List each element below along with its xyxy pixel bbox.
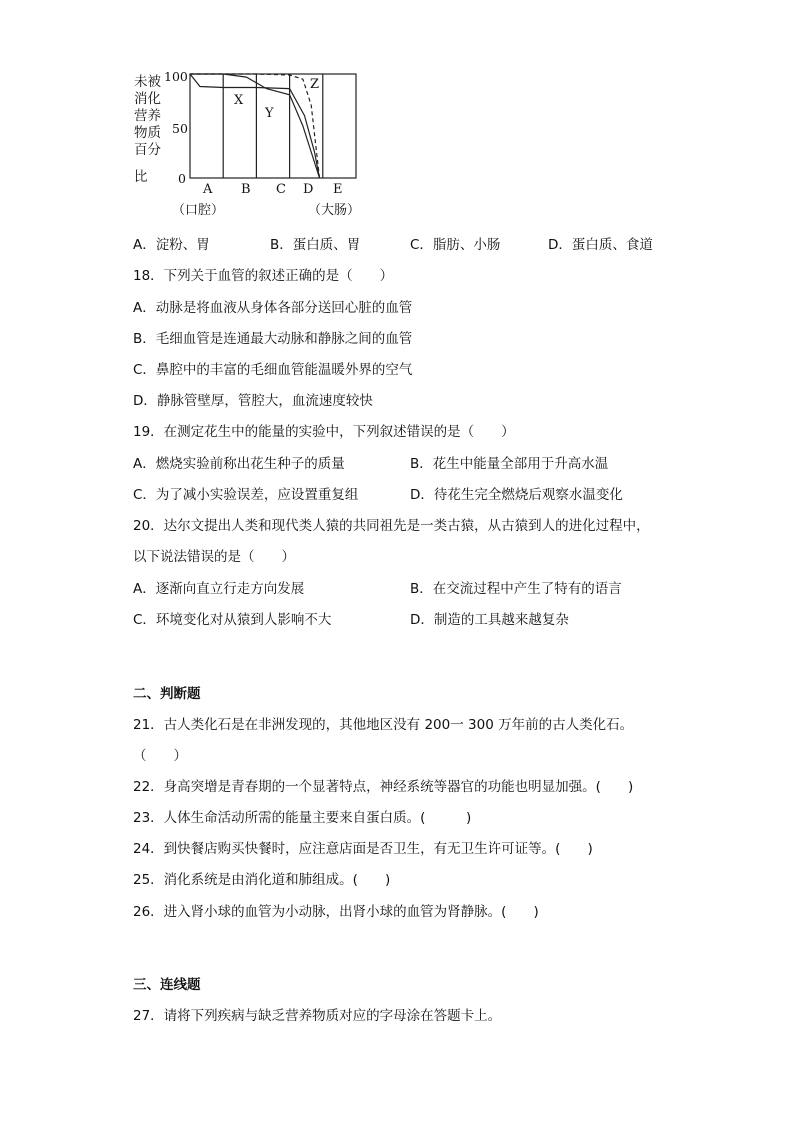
x-category-label: A: [203, 182, 213, 197]
q24: 24．到快餐店购买快餐时，应注意店面是否卫生，有无卫生许可证等。( ): [133, 841, 593, 857]
q19-option-b: B．花生中能量全部用于升高水温: [410, 456, 609, 472]
y-tick-50: 50: [172, 121, 188, 136]
digestion-chart: [130, 68, 370, 220]
q17-option-b: B．蛋白质、胃: [270, 237, 361, 253]
y-tick-100: 100: [164, 69, 188, 84]
q23: 23．人体生命活动所需的能量主要来自蛋白质。( ): [133, 810, 472, 826]
x-category-label: B: [241, 182, 251, 197]
y-axis-label-line: 物质: [134, 125, 161, 141]
q19-stem: 19．在测定花生中的能量的实验中，下列叙述错误的是（ ）: [133, 424, 515, 440]
x-category-label: D: [303, 182, 314, 197]
y-axis-label-line: 营养: [134, 108, 161, 124]
q21-line1: 21．古人类化石是在非洲发现的，其他地区没有 200一 300 万年前的古人类化石。: [133, 717, 634, 733]
q18-option-d: D．静脉管壁厚，管腔大，血流速度较快: [133, 393, 373, 409]
y-axis-label-line: 比: [134, 169, 148, 185]
q20-option-d: D．制造的工具越来越复杂: [410, 612, 569, 628]
category-note-large-intestine: （大肠）: [308, 203, 361, 218]
q19-option-a: A．燃烧实验前称出花生种子的质量: [133, 456, 345, 472]
category-note-mouth: （口腔）: [172, 203, 225, 218]
series-label-y: Y: [265, 106, 274, 121]
q21-line2: （ ）: [133, 748, 187, 764]
y-tick-0: 0: [178, 171, 186, 186]
q17-option-d: D．蛋白质、食道: [548, 237, 653, 253]
q19-option-d: D．待花生完全燃烧后观察水温变化: [410, 487, 623, 503]
q19-option-c: C．为了减小实验误差，应设置重复组: [133, 487, 359, 503]
q22: 22．身高突增是青春期的一个显著特点，神经系统等器官的功能也明显加强。( ): [133, 779, 634, 795]
q18-option-c: C．鼻腔中的丰富的毛细血管能温暖外界的空气: [133, 362, 413, 378]
q26: 26．进入肾小球的血管为小动脉，出肾小球的血管为肾静脉。( ): [133, 904, 539, 920]
series-label-z: Z: [310, 77, 320, 92]
y-axis-label-line: 百分: [134, 142, 161, 158]
series-line-x: [190, 74, 320, 178]
y-axis-label-line: 消化: [134, 91, 161, 107]
q18-stem: 18．下列关于血管的叙述正确的是（ ）: [133, 268, 394, 284]
q17-option-c: C．脂肪、小肠: [410, 237, 501, 253]
q20-stem-line2: 以下说法错误的是（ ）: [133, 549, 295, 565]
q20-option-b: B．在交流过程中产生了特有的语言: [410, 581, 622, 597]
q18-option-b: B．毛细血管是连通最大动脉和静脉之间的血管: [133, 331, 413, 347]
section-heading-judgment: 二、判断题: [133, 686, 201, 702]
x-category-label: C: [276, 182, 286, 197]
q27-stem: 27．请将下列疾病与缺乏营养物质对应的字母涂在答题卡上。: [133, 1008, 502, 1024]
q20-stem-line1: 20．达尔文提出人类和现代类人猿的共同祖先是一类古猿，从古猿到人的进化过程中，: [133, 518, 650, 534]
x-category-label: E: [333, 182, 343, 197]
chart-plot-area: [130, 68, 370, 220]
series-label-x: X: [234, 93, 244, 108]
q20-option-a: A．逐渐向直立行走方向发展: [133, 581, 305, 597]
q20-option-c: C．环境变化对从猿到人影响不大: [133, 612, 332, 628]
section-heading-matching: 三、连线题: [133, 977, 201, 993]
series-line-z: [190, 74, 320, 178]
plot-frame: [190, 74, 356, 178]
y-axis-label-line: 未被: [134, 74, 161, 90]
series-line-y: [190, 74, 320, 178]
q18-option-a: A．动脉是将血液从身体各部分送回心脏的血管: [133, 300, 413, 316]
q25: 25．消化系统是由消化道和肺组成。( ): [133, 872, 391, 888]
q17-option-a: A．淀粉、胃: [133, 237, 210, 253]
